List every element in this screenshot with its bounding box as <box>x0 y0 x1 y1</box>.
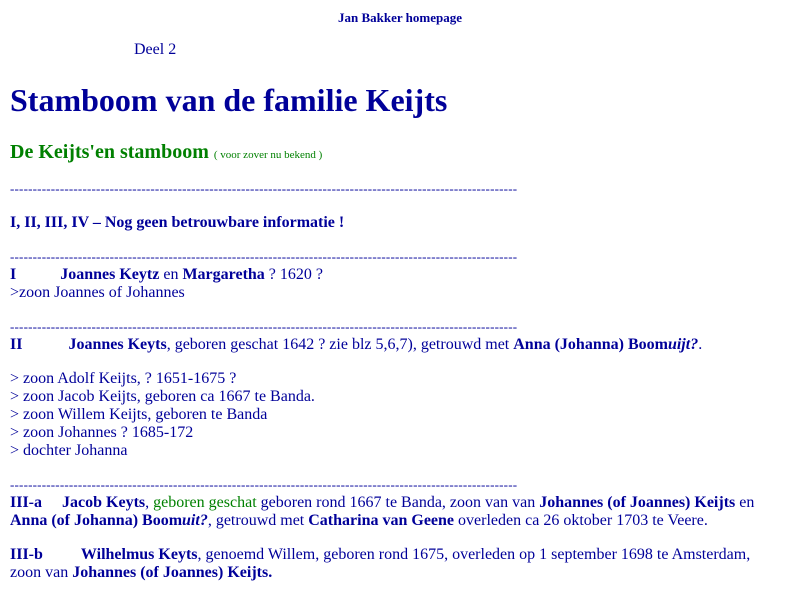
spouse-name: Margaretha <box>182 266 265 283</box>
details: overleden ca 26 oktober 1703 te Veere. <box>458 512 708 529</box>
conjunction: en <box>163 266 179 283</box>
estimated-label: geboren geschat <box>153 494 257 511</box>
generation-III-a <box>10 494 780 530</box>
mother-suffix: uit? <box>182 512 208 529</box>
person-name: Joannes Keyts <box>68 336 167 353</box>
father-name: Johannes (of Joannes) Keijts <box>539 494 736 511</box>
separator: ---------------------------------------------------------------------------------------------------------------- <box>10 249 518 264</box>
separator: ---------------------------------------------------------------------------------------------------------------- <box>10 181 518 196</box>
person-name: Jacob Keyts <box>62 494 146 511</box>
subtitle-text: De Keijts'en stamboom <box>10 141 209 163</box>
details: geboren rond 1667 te Banda, zoon van van <box>260 494 536 511</box>
person-name: Joannes Keytz <box>60 266 160 283</box>
section-subtitle <box>10 141 322 164</box>
child-item: >zoon Joannes of Johannes <box>10 284 185 301</box>
mother-name: Anna (of Johanna) Boom <box>10 512 183 529</box>
child-item: > zoon Johannes ? 1685-172 <box>10 424 194 441</box>
generation-III-b <box>10 546 780 582</box>
child-item: > dochter Johanna <box>10 442 128 459</box>
part-label: Deel 2 <box>134 41 177 58</box>
details: , genoemd Willem, geboren rond 1675, overleden op 1 september 1698 te Amsterdam, zoon van <box>10 546 751 581</box>
person-name: Wilhelmus Keyts <box>80 546 198 563</box>
period: . <box>698 336 703 353</box>
comma: , <box>145 494 150 511</box>
generation-number: III-a <box>10 494 43 511</box>
details: , getrouwd met <box>207 512 305 529</box>
conjunction: en <box>739 494 755 511</box>
generation-number: I <box>10 266 17 283</box>
generation-I <box>10 266 323 284</box>
separator: ---------------------------------------------------------------------------------------------------------------- <box>10 319 518 334</box>
spouse-name: Catharina van Geene <box>308 512 455 529</box>
notice-text: I, II, III, IV – Nog geen betrouwbare informatie ! <box>10 214 345 231</box>
spouse-name: Anna (Johanna) Boom <box>513 336 668 353</box>
father-name: Johannes (of Joannes) Keijts. <box>72 564 273 581</box>
generation-number: III-b <box>10 546 43 563</box>
page-title: Stamboom van de familie Keijts <box>10 82 448 118</box>
homepage-link[interactable]: Jan Bakker homepage <box>338 10 462 25</box>
child-item: > zoon Jacob Keijts, geboren ca 1667 te Banda. <box>10 388 315 405</box>
generation-II <box>10 336 702 354</box>
child-item: > zoon Willem Keijts, geboren te Banda <box>10 406 268 423</box>
generation-number: II <box>10 336 23 353</box>
spouse-suffix: uijt? <box>667 336 699 353</box>
subtitle-note: ( voor zover nu bekend ) <box>213 149 323 161</box>
separator: ---------------------------------------------------------------------------------------------------------------- <box>10 477 518 492</box>
child-item: > zoon Adolf Keijts, ? 1651-1675 ? <box>10 370 237 387</box>
details: , geboren geschat 1642 ? zie blz 5,6,7), getrouwd met <box>166 336 514 353</box>
dates: ? 1620 ? <box>268 266 323 283</box>
notice <box>10 214 344 232</box>
